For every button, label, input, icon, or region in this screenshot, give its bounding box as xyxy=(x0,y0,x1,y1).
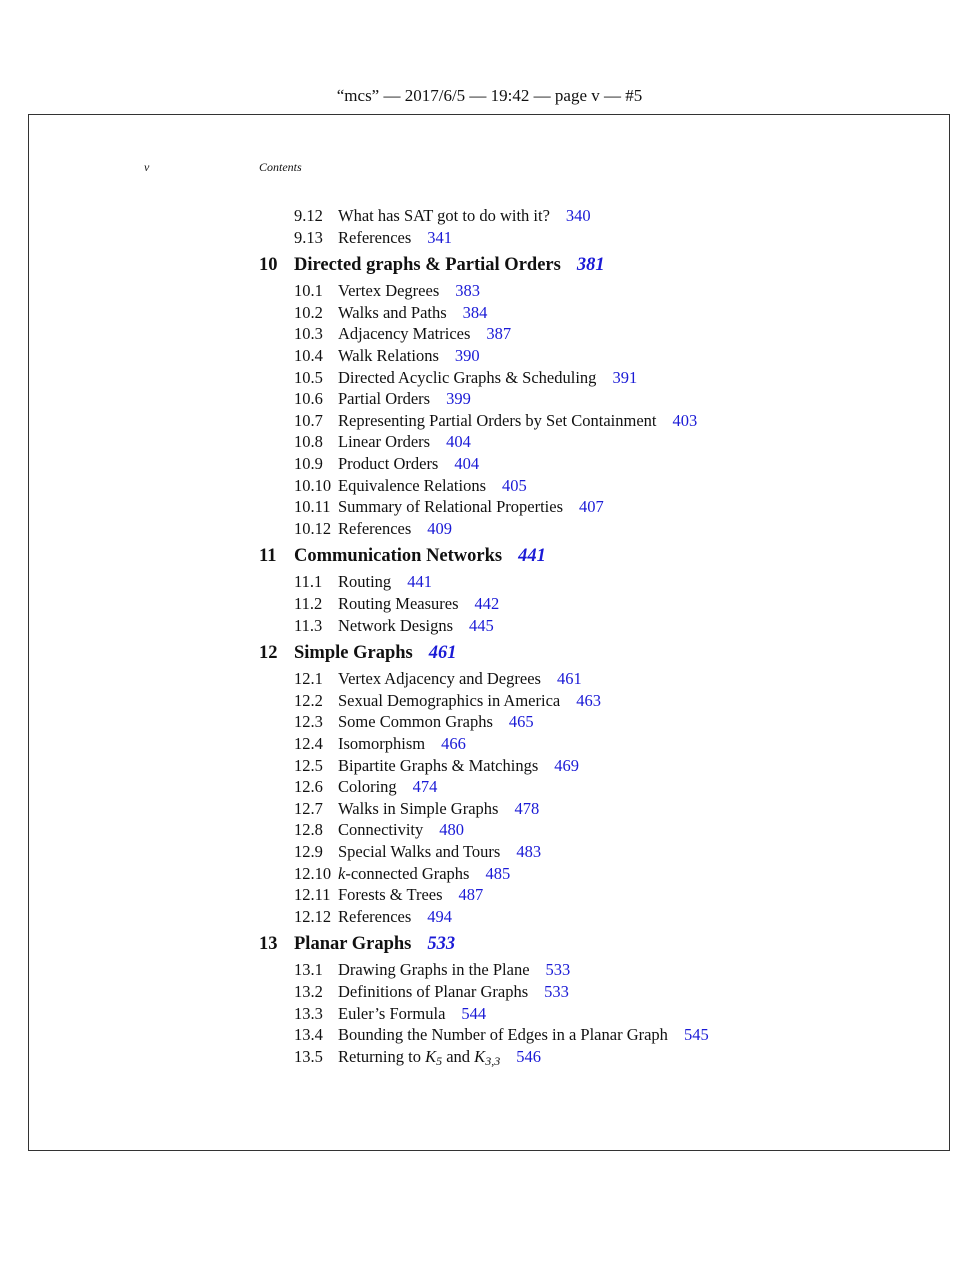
section-title: Network Designs xyxy=(338,615,454,635)
section-number: 10.8 xyxy=(294,432,323,452)
section-title: References xyxy=(338,906,412,926)
section-title: Vertex Degrees xyxy=(338,281,440,301)
chapter-title: Simple Graphs xyxy=(294,643,413,664)
section-title: Summary of Relational Properties xyxy=(338,497,563,517)
toc-section-entry[interactable] xyxy=(294,476,527,496)
chapter-number: 12 xyxy=(259,643,278,664)
page-link[interactable]: 487 xyxy=(458,885,484,905)
page-link[interactable]: 545 xyxy=(683,1025,709,1045)
toc-section-entry[interactable] xyxy=(294,1025,709,1045)
toc-section-entry[interactable] xyxy=(294,519,452,539)
page-link[interactable]: 391 xyxy=(612,367,638,387)
section-title: Linear Orders xyxy=(338,432,431,452)
section-number: 10.4 xyxy=(294,346,323,365)
section-title: Vertex Adjacency and Degrees xyxy=(338,669,541,689)
section-title: Connectivity xyxy=(338,820,424,840)
toc-section-entry[interactable] xyxy=(294,454,479,474)
page-link[interactable]: 340 xyxy=(565,206,591,225)
section-number: 10.2 xyxy=(294,302,323,322)
section-title: Product Orders xyxy=(338,454,439,473)
page-link[interactable]: 384 xyxy=(462,302,488,322)
section-title: Routing xyxy=(338,572,392,592)
toc-section-entry[interactable] xyxy=(294,885,483,905)
toc-section-entry[interactable] xyxy=(294,616,494,636)
toc-chapter-entry[interactable] xyxy=(259,642,456,664)
page-link[interactable]: 546 xyxy=(516,1046,541,1066)
section-title: Equivalence Relations xyxy=(338,475,486,495)
page-link[interactable]: 403 xyxy=(672,410,698,430)
page-link[interactable]: 404 xyxy=(446,432,471,452)
section-title: References xyxy=(338,518,412,538)
section-number: 9.13 xyxy=(294,227,323,247)
section-number: 13.2 xyxy=(294,982,323,1001)
math-variable: k xyxy=(338,863,346,883)
section-number: 13.1 xyxy=(294,960,323,980)
toc-section-entry[interactable] xyxy=(294,411,697,431)
section-title: k-connected Graphs xyxy=(338,863,470,883)
section-number: 10.11 xyxy=(294,497,331,517)
section-number: 12.10 xyxy=(294,863,332,883)
section-title: Representing Partial Orders by Set Containment xyxy=(338,410,657,430)
section-number: 11.2 xyxy=(294,594,323,613)
section-title: Some Common Graphs xyxy=(338,712,493,732)
chapter-number: 13 xyxy=(259,934,278,955)
section-number: 13.5 xyxy=(294,1046,323,1066)
toc-section-entry[interactable] xyxy=(294,432,471,452)
page-link[interactable]: 465 xyxy=(508,712,534,732)
section-number: 12.4 xyxy=(294,734,323,753)
toc-section-entry[interactable] xyxy=(294,982,569,1002)
toc-section-entry[interactable] xyxy=(294,756,579,776)
section-title: Definitions of Planar Graphs xyxy=(338,982,529,1001)
math-variable: $K_{3,3}$ xyxy=(474,1046,501,1068)
page-link[interactable]: 445 xyxy=(469,615,494,635)
chapter-title: Directed graphs & Partial Orders xyxy=(294,255,561,276)
toc-section-entry[interactable] xyxy=(294,368,637,388)
toc-section-entry[interactable] xyxy=(294,594,499,614)
page-link[interactable]: 390 xyxy=(454,346,480,365)
running-title: Contents xyxy=(259,160,302,174)
page-link[interactable]: 544 xyxy=(461,1003,487,1023)
section-title: References xyxy=(338,227,412,247)
toc-section-entry[interactable] xyxy=(294,1004,486,1024)
section-title: Walks and Paths xyxy=(338,302,447,322)
page-link[interactable]: 441 xyxy=(407,572,432,592)
toc-section-entry[interactable] xyxy=(294,669,582,689)
section-number: 10.3 xyxy=(294,324,323,344)
math-variable: $K_5$ xyxy=(425,1046,443,1068)
math-subscript: 3,3 xyxy=(485,1053,501,1068)
page-link[interactable]: 442 xyxy=(474,594,500,613)
section-number: 12.5 xyxy=(294,755,323,775)
toc-section-entry[interactable] xyxy=(294,960,570,980)
page-link[interactable]: 485 xyxy=(485,863,511,883)
section-number: 11.3 xyxy=(294,615,323,635)
toc-section-entry[interactable] xyxy=(294,324,511,344)
toc-section-entry[interactable] xyxy=(294,691,601,711)
toc-section-entry[interactable] xyxy=(294,346,480,366)
section-title: Bounding the Number of Edges in a Planar Graph xyxy=(338,1025,668,1045)
section-number: 12.6 xyxy=(294,777,323,797)
toc-section-entry[interactable] xyxy=(294,799,539,819)
toc-section-entry[interactable] xyxy=(294,712,534,732)
section-number: 10.9 xyxy=(294,454,323,473)
page-link[interactable]: 533 xyxy=(545,960,571,980)
folio-number: v xyxy=(144,160,150,174)
section-title: Partial Orders xyxy=(338,389,431,409)
section-title: Forests & Trees xyxy=(338,885,443,905)
page-link[interactable]: 478 xyxy=(514,798,540,818)
section-number: 12.3 xyxy=(294,712,323,732)
page-link[interactable]: 407 xyxy=(579,497,604,517)
section-title: What has SAT got to do with it? xyxy=(338,206,550,225)
section-title: Euler’s Formula xyxy=(338,1003,446,1023)
section-title: Routing Measures xyxy=(338,594,459,613)
section-title: Coloring xyxy=(338,777,397,797)
section-title: Walk Relations xyxy=(338,346,439,365)
page-link[interactable]: 441 xyxy=(518,546,546,567)
section-number: 12.8 xyxy=(294,820,323,840)
section-number: 11.1 xyxy=(294,572,323,592)
page-link[interactable]: 474 xyxy=(412,777,438,797)
toc-section-entry[interactable] xyxy=(294,842,541,862)
section-number: 13.4 xyxy=(294,1025,323,1045)
toc-section-entry[interactable] xyxy=(294,820,464,840)
section-number: 10.6 xyxy=(294,389,323,409)
page-link[interactable]: 399 xyxy=(446,389,471,409)
page-link[interactable]: 409 xyxy=(427,518,453,538)
toc-section-entry[interactable] xyxy=(294,303,487,323)
section-number: 12.11 xyxy=(294,885,331,905)
section-title: Isomorphism xyxy=(338,734,426,753)
page-link[interactable]: 381 xyxy=(576,255,605,276)
section-number: 10.5 xyxy=(294,367,323,387)
section-number: 12.2 xyxy=(294,690,323,710)
toc-section-entry[interactable] xyxy=(294,389,471,409)
page-link[interactable]: 405 xyxy=(502,475,527,495)
chapter-number: 11 xyxy=(259,546,277,567)
toc-section-entry[interactable] xyxy=(294,497,604,517)
toc-section-entry[interactable] xyxy=(294,777,437,797)
section-title: Bipartite Graphs & Matchings xyxy=(338,755,539,775)
section-number: 12.1 xyxy=(294,669,323,689)
toc-chapter-entry[interactable] xyxy=(259,254,605,276)
section-number: 12.12 xyxy=(294,906,332,926)
page-link[interactable]: 387 xyxy=(486,324,512,344)
page-link[interactable]: 533 xyxy=(544,982,569,1001)
page-link[interactable]: 463 xyxy=(576,690,601,710)
page-link[interactable]: 483 xyxy=(516,842,542,861)
chapter-number: 10 xyxy=(259,255,278,276)
page-link[interactable]: 404 xyxy=(454,454,480,473)
section-title: Special Walks and Tours xyxy=(338,842,501,861)
section-title: Returning to $K_5$ and $K_{3,3}$ xyxy=(338,1046,501,1068)
toc-section-entry[interactable] xyxy=(294,572,432,592)
section-number: 10.1 xyxy=(294,281,323,301)
section-title: Walks in Simple Graphs xyxy=(338,798,499,818)
section-number: 10.10 xyxy=(294,475,332,495)
section-title: Adjacency Matrices xyxy=(338,324,471,344)
page-header-line: “mcs” — 2017/6/5 — 19:42 — page v — #5 xyxy=(336,86,643,105)
section-title: Sexual Demographics in America xyxy=(338,690,561,710)
section-number: 13.3 xyxy=(294,1003,323,1023)
page-link[interactable]: 533 xyxy=(427,934,456,955)
section-title: Drawing Graphs in the Plane xyxy=(338,960,530,980)
section-number: 10.7 xyxy=(294,410,323,430)
toc-chapter-entry[interactable] xyxy=(259,545,546,567)
section-number: 10.12 xyxy=(294,518,332,538)
page-link[interactable]: 466 xyxy=(441,734,466,753)
page-link[interactable]: 480 xyxy=(439,820,464,840)
page-link[interactable]: 341 xyxy=(427,227,453,247)
page-link[interactable]: 461 xyxy=(556,669,582,689)
page-link[interactable]: 494 xyxy=(427,906,453,926)
toc-section-entry[interactable] xyxy=(294,907,452,927)
section-number: 12.7 xyxy=(294,798,323,818)
toc-section-entry[interactable] xyxy=(294,281,480,301)
toc-section-entry[interactable] xyxy=(294,1047,541,1067)
toc-section-entry[interactable] xyxy=(294,228,452,248)
section-number: 9.12 xyxy=(294,206,323,225)
page-link[interactable]: 469 xyxy=(554,755,580,775)
toc-section-entry[interactable] xyxy=(294,864,510,884)
toc-section-entry[interactable] xyxy=(294,734,466,754)
page-link[interactable]: 383 xyxy=(455,281,480,301)
section-number: 12.9 xyxy=(294,842,323,861)
chapter-title: Communication Networks xyxy=(294,546,503,567)
chapter-title: Planar Graphs xyxy=(294,934,412,955)
toc-section-entry[interactable] xyxy=(294,206,591,226)
page-link[interactable]: 461 xyxy=(428,643,457,664)
toc-chapter-entry[interactable] xyxy=(259,933,455,955)
math-subscript: 5 xyxy=(436,1053,443,1068)
section-title: Directed Acyclic Graphs & Scheduling xyxy=(338,367,597,387)
